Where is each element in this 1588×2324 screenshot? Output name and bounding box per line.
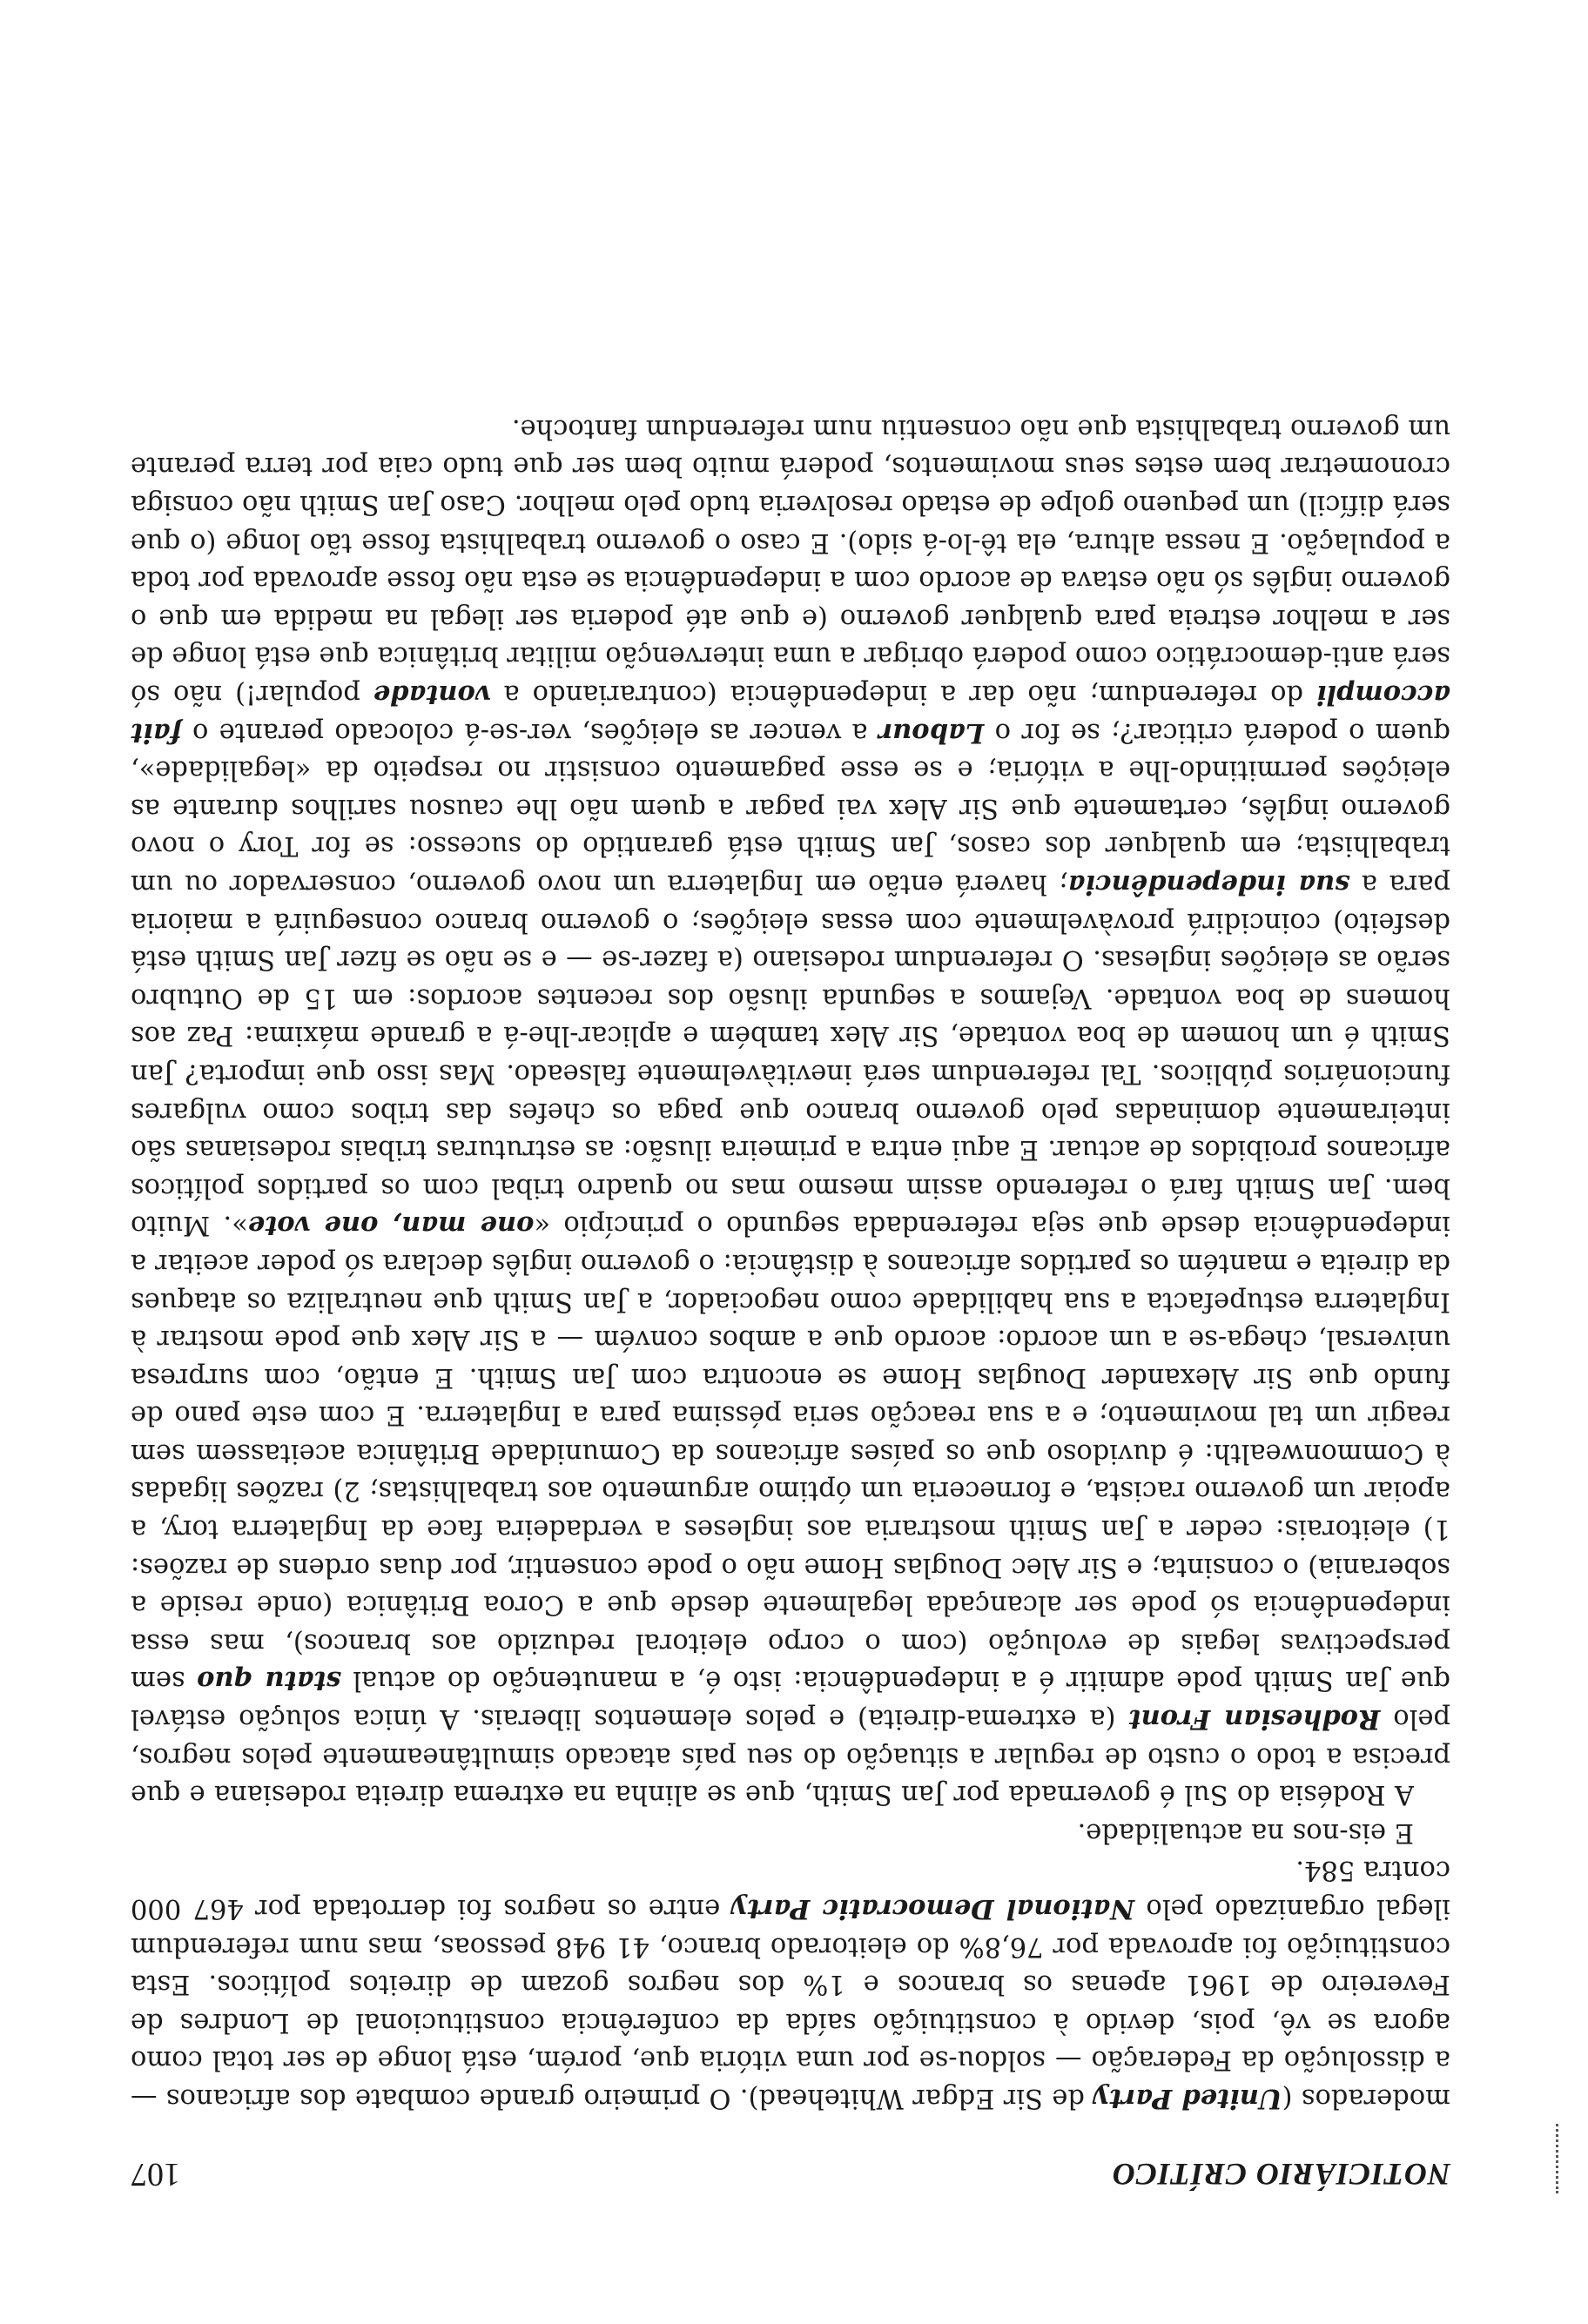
text-run: E eis-nos na actualidade. — [1077, 1817, 1414, 1848]
text-run: popular!) não só será anti-democrático como poderá obrigar a uma intervenção militar britânica que está longe de ser a melhor estreia para qualquer governo (e que até poderia ser ilegal na medida em que o governo inglês só não estava de acordo com a independência se esta não fosse aprovada por toda a população. E nessa altura, ela tê-lo-á sido). E caso o governo trabalhista fosse tão longe (o que será difícil) um pequeno golpe de estado resolveria tudo pelo melhor. Caso Jan Smith não consiga cronometrar bem estes seus movimentos, poderá muito bem ser que tudo caia por terra perante um governo trabalhista que não consentiu num referendum fantoche. — [131, 413, 1450, 710]
italic-text: fait accompli — [131, 679, 1450, 749]
text-run: moderados ( — [1282, 2083, 1450, 2113]
italic-text: Rodhesian Front — [1128, 1703, 1381, 1736]
body-text — [131, 409, 1450, 2117]
text-run: A Rodésia do Sul é governada por Jan Smith, que se alinha na extrema direita rodesiana e que precisa a todo o custo de regular a situação do seu país atacado simultâneamente pelos negros, pelo — [131, 1703, 1450, 1810]
text-run: a vencer as eleições, ver-se-á colocado perante o — [181, 716, 879, 748]
page-number: 107 — [131, 2156, 180, 2193]
text-run: entre os negros foi derrotada por 467 000 contra 584. — [130, 1855, 1450, 1924]
text-run: do referendum; não dar a independência (contrariando a — [490, 679, 1316, 710]
italic-text: United Party — [1093, 2083, 1282, 2114]
italic-text: vontade — [373, 679, 491, 711]
italic-text: one man, one vote — [247, 1210, 535, 1242]
paragraph — [131, 1813, 1450, 1851]
paragraph — [131, 1851, 1450, 2117]
text-run: ; haverá então em Inglaterra um novo governo, conservador ou um trabalhista; em qualquer dos casos, Jan Smith está garantido do sucesso: se for Tory o novo governo inglês, certamente que Sir Alex vai pagar a quem não lhe causou sarilhos durante as eleições permitindo-lhe a vitória; e se esse pagamento consistir no respeito da «legalidade», quem o poderá criticar?; se for o — [130, 716, 1450, 899]
running-title: NOTICIÁRIO CRÍTICO — [1111, 2157, 1450, 2192]
text-run: de Sir Edgar Whitehead). O primeiro grande combate dos africanos — a dissolução da Federação — soldou-se por uma vitória que, porém, está longe de ser total como agora se vê, pois, devido à constituição saída da conferência constitucional de Londres de Fevereiro de 1961 apenas os brancos e 1% dos negros gozam de direitos políticos. Esta constituição foi aprovada por 76,8% do eleitorado branco, 41 948 pessoas, mas num referendum ilegal organizado pelo — [131, 1893, 1450, 2113]
italic-text: National Democratic Party — [731, 1893, 1135, 1925]
italic-text: sua independência — [1067, 869, 1350, 900]
italic-text: Labour — [878, 716, 985, 749]
italic-text: statu quo — [197, 1665, 341, 1697]
paragraph — [131, 409, 1450, 1813]
text-run: (a extrema-direita) e pelos elementos liberais. A única solução estável que Jan Smith pode admitir é a independência: isto é, a manutenção do actual — [131, 1665, 1450, 1735]
text-run: sem perspectivas legais de evolução (com o corpo eleitoral reduzido aos brancos), mas essa independência só pode ser alcançada legalmente desde que a Coroa Britânica (onde reside a soberania) o consinta; e Sir Alec Douglas Home não o pode consentir, por duas ordens de razões: 1) eleitorais: ceder a Jan Smith mostraria aos ingleses a verdadeira face da Inglaterra tory, a apoiar um governo racista, e forneceria um óptimo argumento aos trabalhistas; 2) razões ligadas à Commonwealth: é duvidoso que os países africanos da Comunidade Britânica aceitassem sem reagir um tal movimento; e a sua reacção seria péssima para a Inglaterra. E com este pano de fundo que Sir Alexander Douglas Home se encontra com Jan Smith. E então, com surpresa universal, chega-se a um acordo: acordo que a ambos convém — a Sir Alex que pode mostrar à Inglaterra estupefacta a sua habilidade como negociador, a Jan Smith que neutraliza os ataques da direita e mantém os partidos africanos à distância: o governo inglês declara só poder aceitar a independência desde que seja referendada segundo o princípio « — [131, 1210, 1450, 1696]
margin-mark — [1553, 2124, 1558, 2193]
text-run: ». Muito bem. Jan Smith fará o referendo assim mesmo mas no quadro tribal com os partidos políticos africanos proibidos de actuar. E aqui entra a primeira ilusão: as estruturas tribais rodesianas são inteiramente dominadas pelo governo branco que paga os chefes das tribos como vulgares funcionários públicos. Tal referendum será inevitàvelmente falseado. Mas isso que importa? Jan Smith é um homem de boa vontade, Sir Alex também e aplicar-lhe-á a grande máxima: Paz aos homens de boa vontade. Vejamos a segunda ilusão dos recentes acordos: em 15 de Outubro serão as eleições inglesas. O referendum rodesiano (a fazer-se — e se não se fizer Jan Smith está desfeito) coincidirá provàvelmente com essas eleições; o governo branco conseguirá a maioria para a — [131, 869, 1450, 1241]
page-header — [131, 2141, 1450, 2193]
